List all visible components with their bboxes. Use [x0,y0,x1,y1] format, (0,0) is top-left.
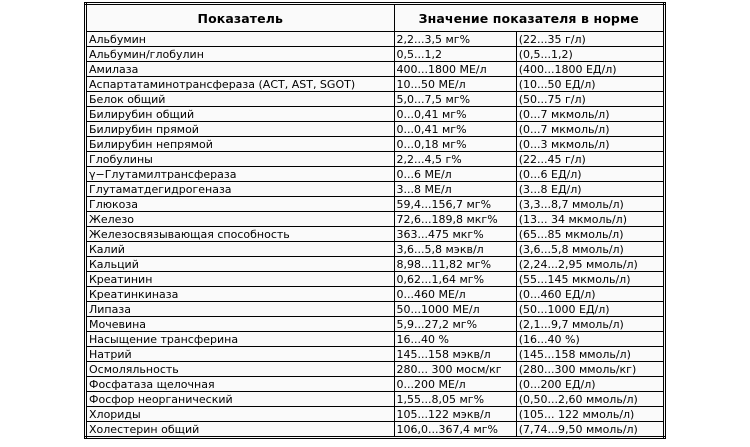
cell-normal-value-si: (3...8 ЕД/л) [516,182,664,197]
cell-parameter-name: Мочевина [86,317,395,332]
cell-normal-value-conventional: 0,62...1,64 мг% [394,272,516,287]
norms-table-container [84,2,666,439]
table-row [86,272,665,287]
cell-normal-value-conventional: 105...122 мэкв/л [394,407,516,422]
cell-normal-value-si: (22...45 г/л) [516,152,664,167]
cell-parameter-name: Железо [86,212,395,227]
cell-normal-value-conventional: 5,9...27,2 мг% [394,317,516,332]
cell-parameter-name: Натрий [86,347,395,362]
cell-parameter-name: Калий [86,242,395,257]
column-header-normal-value: Значение показателя в норме [394,4,664,32]
cell-normal-value-si: (50...1000 ЕД/л) [516,302,664,317]
table-row [86,227,665,242]
table-row [86,407,665,422]
table-row [86,422,665,438]
cell-normal-value-si: (0...3 мкмоль/л) [516,137,664,152]
cell-normal-value-conventional: 16...40 % [394,332,516,347]
cell-normal-value-conventional: 2,2...4,5 г% [394,152,516,167]
table-row [86,137,665,152]
cell-normal-value-conventional: 0...0,18 мг% [394,137,516,152]
cell-normal-value-conventional: 145...158 мэкв/л [394,347,516,362]
cell-normal-value-conventional: 3,6...5,8 мэкв/л [394,242,516,257]
table-body [86,32,665,438]
cell-normal-value-si: (2,24...2,95 ммоль/л) [516,257,664,272]
table-row [86,32,665,47]
cell-normal-value-conventional: 50...1000 МЕ/л [394,302,516,317]
table-row [86,362,665,377]
cell-normal-value-si: (0...6 ЕД/л) [516,167,664,182]
table-row [86,317,665,332]
cell-normal-value-conventional: 400...1800 МЕ/л [394,62,516,77]
cell-parameter-name: Осмоляльность [86,362,395,377]
cell-parameter-name: Глутаматдегидрогеназа [86,182,395,197]
table-row [86,242,665,257]
cell-parameter-name: Белок общий [86,92,395,107]
cell-normal-value-conventional: 5,0...7,5 мг% [394,92,516,107]
cell-normal-value-conventional: 10...50 МЕ/л [394,77,516,92]
cell-normal-value-conventional: 1,55...8,05 мг% [394,392,516,407]
cell-normal-value-conventional: 0...200 МЕ/л [394,377,516,392]
cell-normal-value-conventional: 59,4...156,7 мг% [394,197,516,212]
table-row [86,152,665,167]
cell-parameter-name: Билирубин непрямой [86,137,395,152]
table-row [86,332,665,347]
cell-normal-value-si: (55...145 мкмоль/л) [516,272,664,287]
table-row [86,107,665,122]
table-row [86,77,665,92]
cell-normal-value-si: (22...35 г/л) [516,32,664,47]
cell-normal-value-si: (0...7 мкмоль/л) [516,107,664,122]
cell-parameter-name: Глобулины [86,152,395,167]
cell-parameter-name: Аспартатаминотрансфераза (АСТ, AST, SGOT) [86,77,395,92]
table-row [86,347,665,362]
cell-normal-value-si: (145...158 ммоль/л) [516,347,664,362]
cell-normal-value-conventional: 3...8 МЕ/л [394,182,516,197]
table-row [86,182,665,197]
table-header-row [86,4,665,32]
cell-normal-value-si: (400...1800 ЕД/л) [516,62,664,77]
cell-normal-value-si: (50...75 г/л) [516,92,664,107]
cell-parameter-name: Фосфор неорганический [86,392,395,407]
cell-parameter-name: Альбумин/глобулин [86,47,395,62]
cell-parameter-name: Фосфатаза щелочная [86,377,395,392]
cell-normal-value-conventional: 8,98...11,82 мг% [394,257,516,272]
table-row [86,62,665,77]
column-header-parameter: Показатель [86,4,395,32]
cell-normal-value-si: (16...40 %) [516,332,664,347]
cell-parameter-name: Альбумин [86,32,395,47]
cell-normal-value-si: (0...460 ЕД/л) [516,287,664,302]
cell-parameter-name: Железосвязывающая способность [86,227,395,242]
cell-parameter-name: γ−Глутамилтрансфераза [86,167,395,182]
cell-normal-value-conventional: 2,2...3,5 мг% [394,32,516,47]
table-row [86,92,665,107]
cell-normal-value-conventional: 0...460 МЕ/л [394,287,516,302]
table-row [86,392,665,407]
cell-normal-value-si: (2,1...9,7 ммоль/л) [516,317,664,332]
cell-normal-value-si: (3,6...5,8 ммоль/л) [516,242,664,257]
cell-normal-value-conventional: 0...0,41 мг% [394,122,516,137]
cell-parameter-name: Холестерин общий [86,422,395,438]
table-row [86,47,665,62]
cell-normal-value-si: (0,50...2,60 ммоль/л) [516,392,664,407]
cell-normal-value-si: (0,5...1,2) [516,47,664,62]
cell-parameter-name: Креатинин [86,272,395,287]
reference-values-table [84,2,666,439]
table-row [86,122,665,137]
table-row [86,377,665,392]
cell-normal-value-si: (7,74...9,50 ммоль/л) [516,422,664,438]
cell-parameter-name: Амилаза [86,62,395,77]
cell-normal-value-conventional: 0...0,41 мг% [394,107,516,122]
cell-normal-value-conventional: 280... 300 мосм/кг [394,362,516,377]
cell-normal-value-conventional: 0...6 МЕ/л [394,167,516,182]
cell-parameter-name: Билирубин прямой [86,122,395,137]
cell-normal-value-conventional: 0,5...1,2 [394,47,516,62]
cell-parameter-name: Глюкоза [86,197,395,212]
cell-parameter-name: Кальций [86,257,395,272]
cell-normal-value-si: (3,3...8,7 ммоль/л) [516,197,664,212]
table-header [86,4,665,32]
cell-normal-value-si: (105... 122 ммоль/л) [516,407,664,422]
cell-normal-value-conventional: 363...475 мкг% [394,227,516,242]
cell-parameter-name: Насыщение трансферина [86,332,395,347]
table-row [86,287,665,302]
cell-parameter-name: Липаза [86,302,395,317]
table-row [86,257,665,272]
cell-parameter-name: Билирубин общий [86,107,395,122]
cell-normal-value-si: (0...200 ЕД/л) [516,377,664,392]
table-row [86,212,665,227]
cell-parameter-name: Креатинкиназа [86,287,395,302]
table-row [86,302,665,317]
cell-normal-value-si: (0...7 мкмоль/л) [516,122,664,137]
cell-normal-value-si: (13... 34 мкмоль/л) [516,212,664,227]
cell-normal-value-si: (10...50 ЕД/л) [516,77,664,92]
cell-normal-value-conventional: 72,6...189,8 мкг% [394,212,516,227]
cell-normal-value-si: (65...85 мкмоль/л) [516,227,664,242]
cell-normal-value-si: (280...300 ммоль/кг) [516,362,664,377]
table-row [86,197,665,212]
cell-normal-value-conventional: 106,0...367,4 мг% [394,422,516,438]
cell-parameter-name: Хлориды [86,407,395,422]
table-row [86,167,665,182]
